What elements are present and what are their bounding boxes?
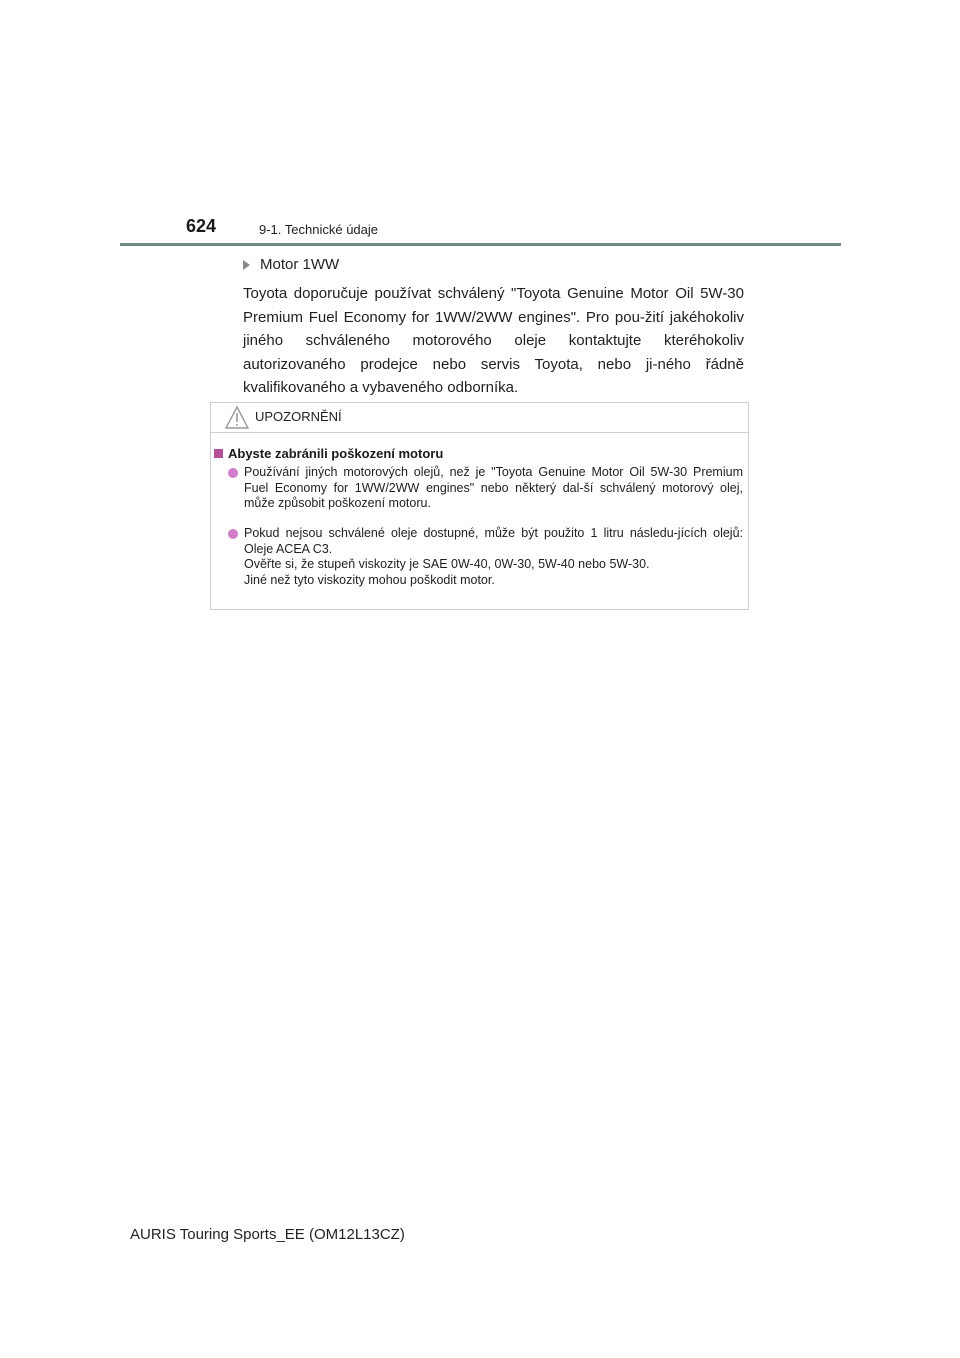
triangle-bullet-icon bbox=[243, 260, 250, 270]
section-title: 9-1. Technické údaje bbox=[259, 222, 379, 237]
subheading bbox=[243, 256, 339, 273]
warning-topic-label: Abyste zabránili poškození motoru bbox=[228, 446, 444, 461]
warning-bullet-1 bbox=[228, 465, 743, 512]
square-bullet-icon bbox=[214, 449, 223, 458]
page-number: 624 bbox=[186, 216, 217, 236]
warning-title: UPOZORNĚNÍ bbox=[255, 409, 342, 424]
warning-box bbox=[210, 402, 749, 610]
warning-topic bbox=[214, 446, 443, 461]
header-divider bbox=[120, 243, 841, 246]
warning-triangle-icon bbox=[224, 405, 250, 435]
warning-header bbox=[211, 403, 748, 433]
warning-bullet-line: Pokud nejsou schválené oleje dostupné, může být použito 1 litru následu-jících olejů: Oleje ACEA C3. bbox=[244, 526, 743, 556]
circle-bullet-icon bbox=[228, 529, 238, 539]
body-paragraph: Toyota doporučuje používat schválený "Toyota Genuine Motor Oil 5W-30 Premium Fuel Economy for 1WW/2WW engines". Pro pou-žití jakéhokoliv jiného schváleného motorového oleje kontaktujte kteréhokoliv autorizovaného prodejce nebo servis Toyota, nebo ji-ného řádně kvalifikovaného a vybaveného odborníka. bbox=[243, 285, 744, 396]
subheading-label: Motor 1WW bbox=[260, 256, 340, 273]
footer-model-code: AURIS Touring Sports_EE (OM12L13CZ) bbox=[130, 1226, 405, 1243]
warning-bullet-2 bbox=[228, 526, 743, 589]
warning-bullet-text: Používání jiných motorových olejů, než je "Toyota Genuine Motor Oil 5W-30 Premium Fuel Economy for 1WW/2WW engines" nebo některý dal-ší schválený motorový olej, může způsobit poškození motoru. bbox=[244, 465, 743, 511]
circle-bullet-icon bbox=[228, 468, 238, 478]
warning-bullet-line: Jiné než tyto viskozity mohou poškodit motor. bbox=[244, 573, 495, 588]
warning-bullet-line: Ověřte si, že stupeň viskozity je SAE 0W-40, 0W-30, 5W-40 nebo 5W-30. bbox=[244, 557, 650, 572]
